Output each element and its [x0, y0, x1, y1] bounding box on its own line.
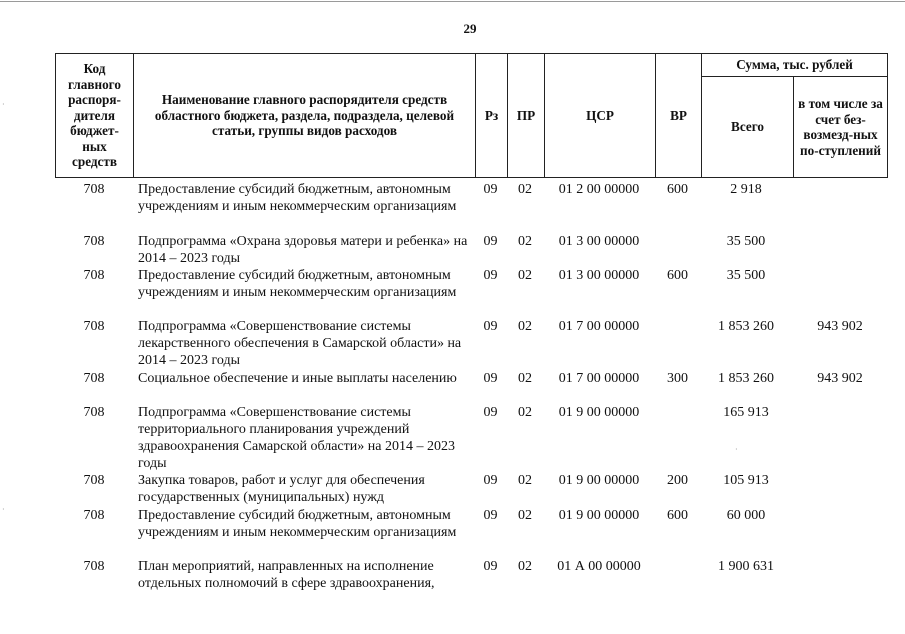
cell-rz: 09: [483, 473, 498, 488]
cell-free: 943 902: [817, 319, 863, 334]
cell-code: 708: [83, 405, 105, 420]
scan-speck: ·: [735, 445, 738, 454]
cell-code: 708: [83, 182, 105, 197]
page-number: 29: [463, 21, 477, 36]
cell-name: Подпрограмма «Охрана здоровья матери и ребенка» на 2014 – 2023 годы: [138, 234, 468, 266]
cell-vr: 600: [667, 508, 688, 523]
cell-code: 708: [83, 508, 105, 523]
cell-rz: 09: [483, 268, 498, 283]
cell-vr: 600: [667, 268, 688, 283]
cell-pr: 02: [518, 371, 532, 386]
cell-total: 35 500: [726, 268, 766, 283]
cell-pr: 02: [518, 473, 532, 488]
header-pr: ПР: [507, 53, 545, 178]
cell-pr: 02: [518, 268, 532, 283]
cell-rz: 09: [483, 508, 498, 523]
cell-code: 708: [83, 319, 105, 334]
cell-free: 943 902: [817, 371, 863, 386]
cell-total: 1 853 260: [718, 319, 774, 334]
cell-code: 708: [83, 268, 105, 283]
cell-rz: 09: [483, 371, 498, 386]
header-sum: Сумма, тыс. рублей: [701, 53, 888, 77]
cell-name: Подпрограмма «Совершенствование системы лекарственного обеспечения в Самарской области» на 2014 – 2023 годы: [138, 319, 462, 368]
cell-total: 165 913: [723, 405, 769, 420]
header-name: Наименование главного распорядителя средств областного бюджета, раздела, подраздела, целевой статьи, группы видов расходов: [133, 53, 476, 178]
cell-total: 105 913: [723, 473, 769, 488]
cell-total: 1 853 260: [718, 371, 774, 386]
header-free: в том числе за счет без-возмезд-ных по-ступлений: [793, 76, 888, 178]
cell-name: Закупка товаров, работ и услуг для обеспечения государственных (муниципальных) нужд: [138, 473, 425, 505]
cell-total: 1 900 631: [718, 559, 774, 574]
header-rz: Рз: [475, 53, 508, 178]
top-rule: [0, 1, 905, 2]
cell-name: Социальное обеспечение и иные выплаты населению: [138, 371, 457, 386]
cell-rz: 09: [483, 319, 498, 334]
cell-name: Предоставление субсидий бюджетным, автономным учреждениям и иным некоммерческим организациям: [138, 508, 457, 540]
cell-pr: 02: [518, 234, 532, 249]
cell-vr: 200: [667, 473, 688, 488]
cell-name: Подпрограмма «Совершенствование системы территориального планирования учреждений здравоохранения Самарской области» на 2014 – 2023 годы: [138, 405, 455, 471]
header-total: Всего: [701, 76, 794, 178]
cell-rz: 09: [483, 559, 498, 574]
cell-pr: 02: [518, 319, 532, 334]
scan-speck: ·: [2, 505, 5, 514]
header-code: Код главного распоря-дителя бюджет-ных средств: [55, 53, 134, 178]
cell-name: План мероприятий, направленных на исполнение отдельных полномочий в сфере здравоохранения,: [138, 559, 435, 591]
cell-pr: 02: [518, 508, 532, 523]
cell-vr: 600: [667, 182, 688, 197]
cell-csr: 01 9 00 00000: [558, 508, 640, 523]
cell-csr: 01 9 00 00000: [558, 405, 640, 420]
cell-pr: 02: [518, 559, 532, 574]
cell-rz: 09: [483, 234, 498, 249]
cell-rz: 09: [483, 405, 498, 420]
cell-csr: 01 3 00 00000: [558, 234, 640, 249]
cell-total: 2 918: [730, 182, 762, 197]
cell-total: 35 500: [726, 234, 766, 249]
cell-csr: 01 7 00 00000: [558, 319, 640, 334]
cell-total: 60 000: [726, 508, 766, 523]
cell-code: 708: [83, 371, 105, 386]
scan-speck: ·: [2, 100, 5, 109]
cell-csr: 01 2 00 00000: [558, 182, 640, 197]
cell-csr: 01 А 00 00000: [557, 559, 641, 574]
cell-csr: 01 3 00 00000: [558, 268, 640, 283]
cell-code: 708: [83, 473, 105, 488]
cell-name: Предоставление субсидий бюджетным, автономным учреждениям и иным некоммерческим организациям: [138, 268, 457, 300]
cell-pr: 02: [518, 182, 532, 197]
cell-csr: 01 7 00 00000: [558, 371, 640, 386]
cell-rz: 09: [483, 182, 498, 197]
cell-code: 708: [83, 234, 105, 249]
cell-pr: 02: [518, 405, 532, 420]
cell-name: Предоставление субсидий бюджетным, автономным учреждениям и иным некоммерческим организациям: [138, 182, 457, 214]
cell-vr: 300: [667, 371, 688, 386]
cell-csr: 01 9 00 00000: [558, 473, 640, 488]
cell-code: 708: [83, 559, 105, 574]
header-csr: ЦСР: [544, 53, 656, 178]
header-vr: ВР: [655, 53, 702, 178]
